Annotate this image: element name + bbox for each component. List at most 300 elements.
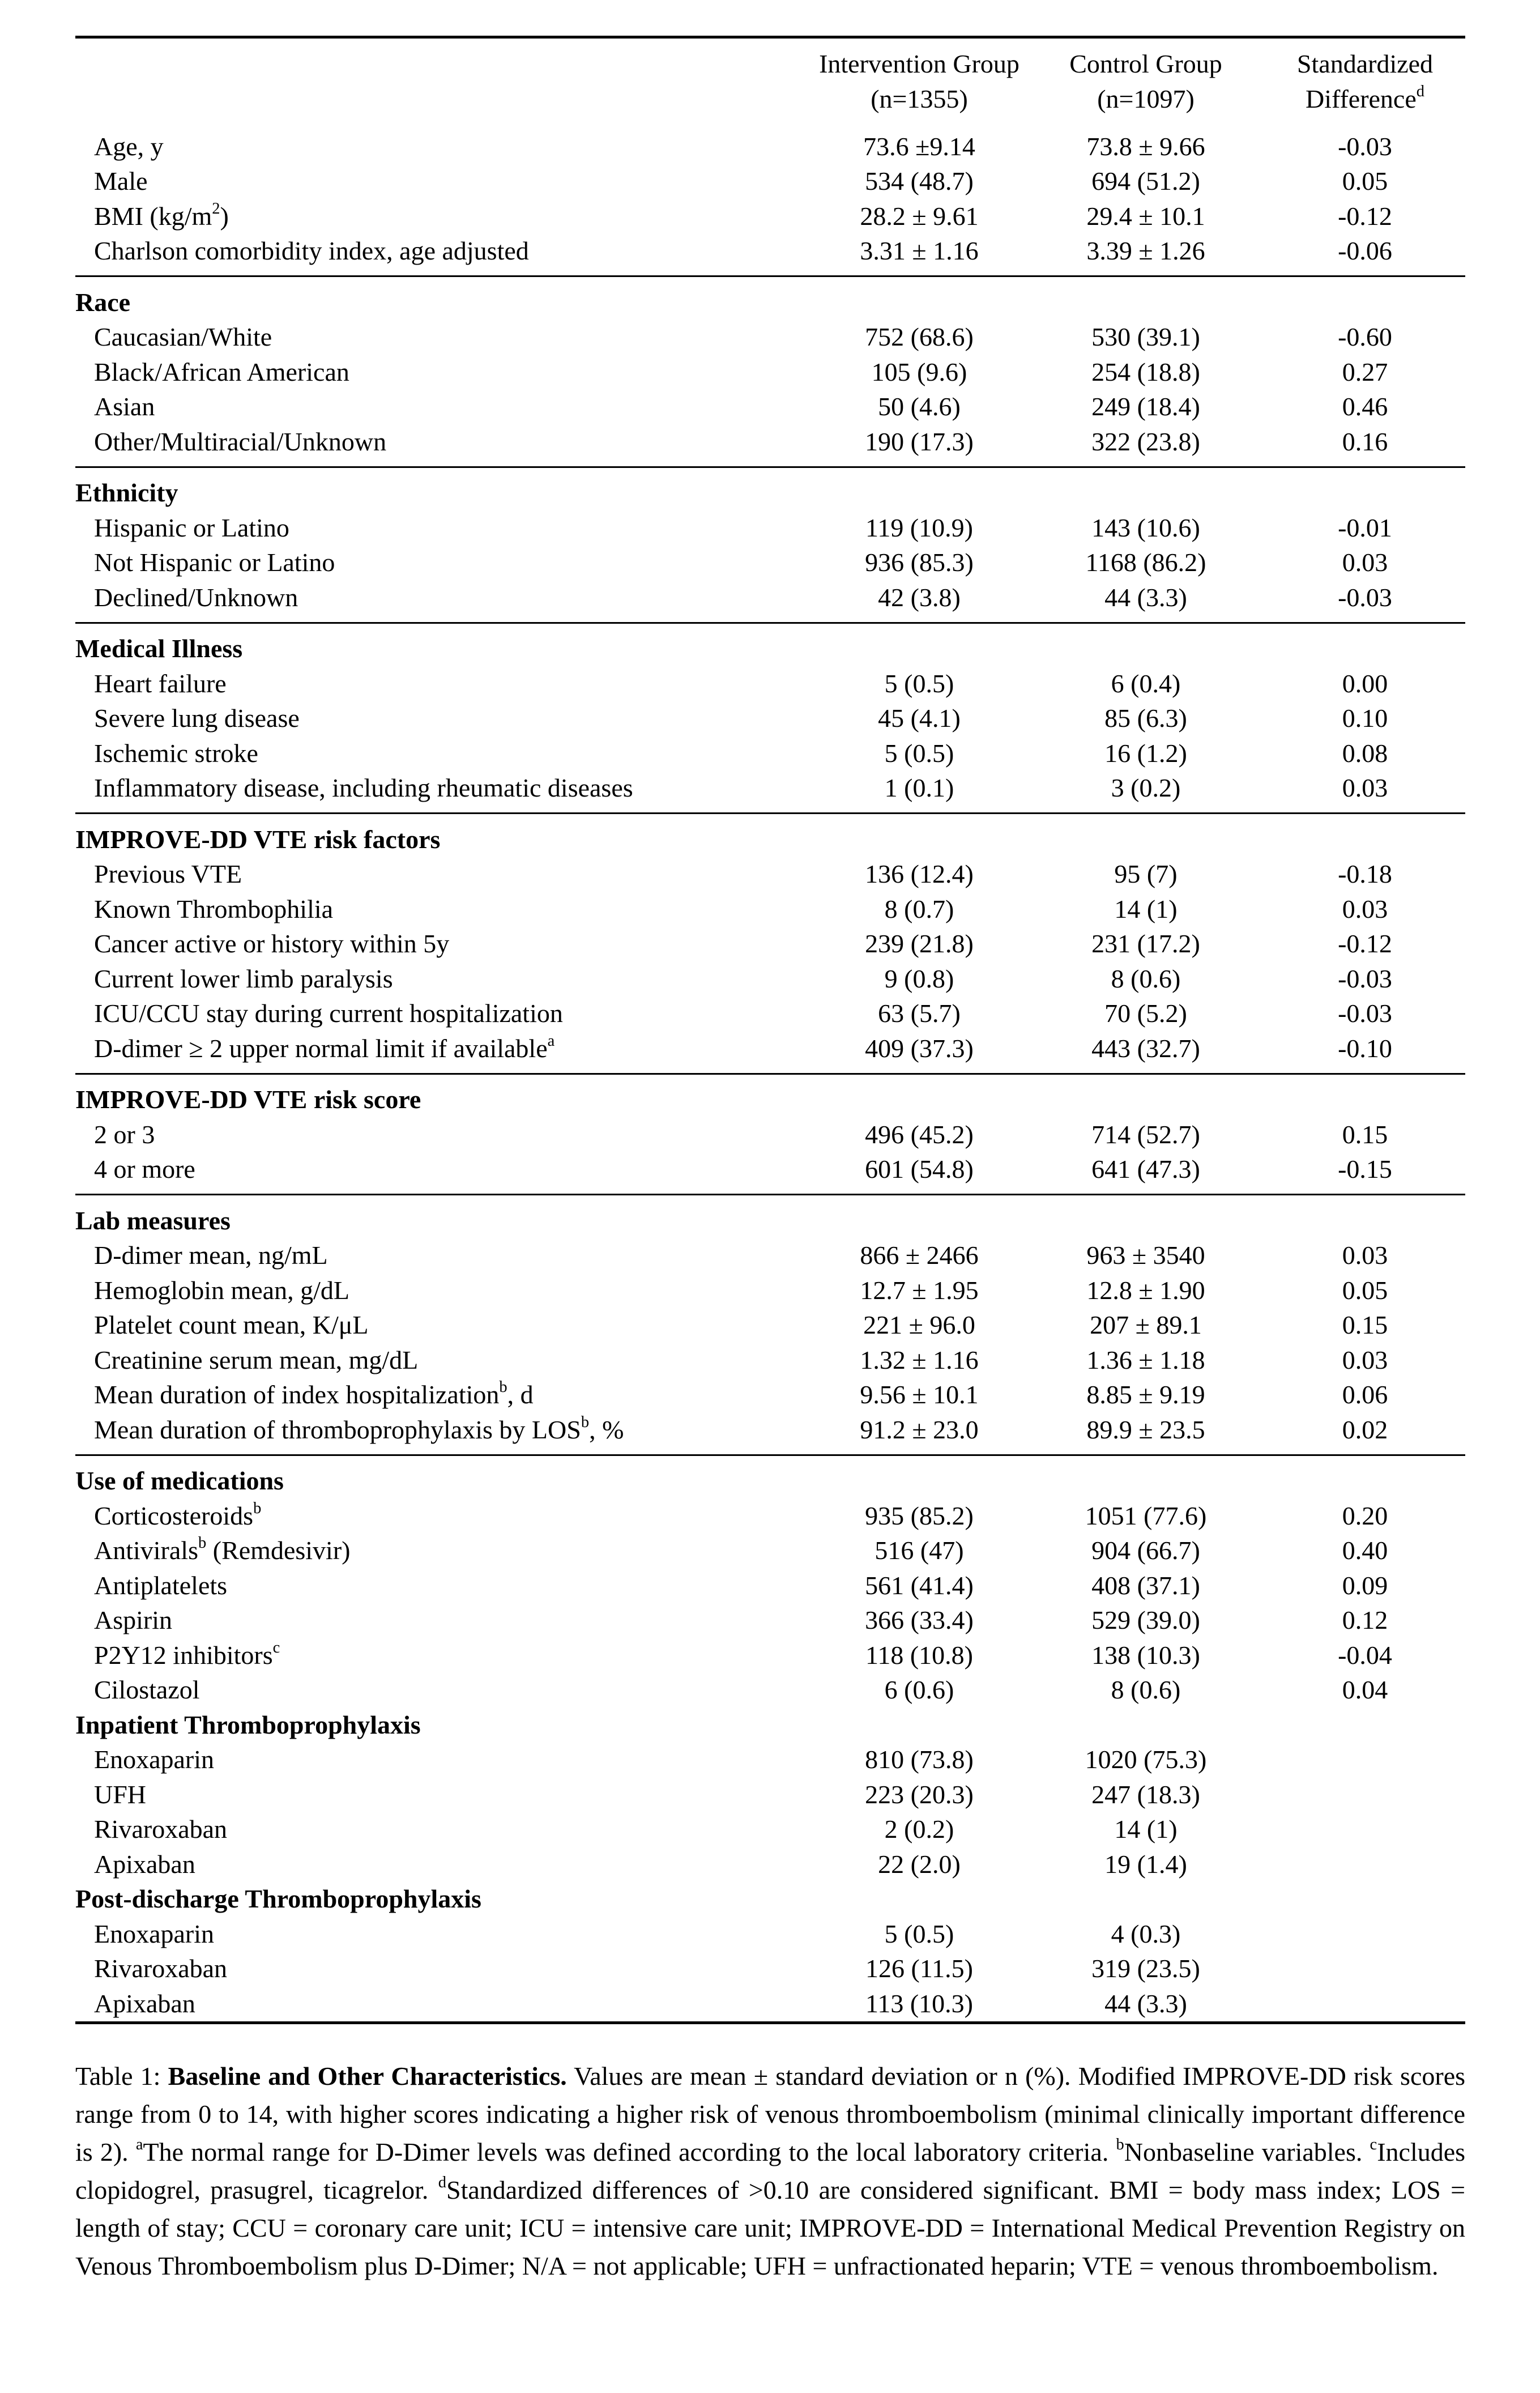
intervention-value: 5 (0.5) bbox=[884, 1919, 954, 1948]
intervention-value: 3.31 ± 1.16 bbox=[860, 236, 979, 266]
control-value: 247 (18.3) bbox=[1091, 1779, 1200, 1809]
empty-cell bbox=[1265, 1882, 1465, 1917]
section-header-row bbox=[75, 467, 1465, 510]
intervention-value: 9.56 ± 10.1 bbox=[860, 1380, 979, 1410]
table-row bbox=[75, 1952, 1465, 1987]
standardized-difference-value: -0.60 bbox=[1338, 322, 1392, 352]
footnote-a: The normal range for D-Dimer levels was defined according to the local laboratory criteria. bbox=[143, 2137, 1109, 2166]
empty-cell bbox=[812, 1455, 1027, 1498]
row-label bbox=[75, 1568, 812, 1603]
row-label bbox=[75, 1498, 812, 1534]
control-value: 143 (10.6) bbox=[1091, 513, 1200, 542]
empty-cell bbox=[1027, 623, 1265, 666]
footnote-marker: 2 bbox=[212, 199, 220, 218]
standardized-difference-value: 0.03 bbox=[1342, 894, 1388, 923]
row-label bbox=[75, 1031, 812, 1074]
footnote-marker-a: a bbox=[135, 2135, 143, 2153]
row-label bbox=[75, 1812, 812, 1847]
row-label-text: Previous VTE bbox=[94, 859, 242, 889]
footnote-marker: a bbox=[547, 1032, 555, 1050]
row-label-text: Aspirin bbox=[94, 1606, 172, 1635]
empty-cell bbox=[1027, 814, 1265, 857]
intervention-value: 2 (0.2) bbox=[884, 1815, 954, 1844]
header-standardized-difference bbox=[1265, 37, 1465, 122]
intervention-value: 28.2 ± 9.61 bbox=[860, 201, 979, 231]
intervention-value: 409 (37.3) bbox=[865, 1033, 974, 1063]
table-row bbox=[75, 701, 1465, 736]
control-value: 70 (5.2) bbox=[1104, 999, 1187, 1028]
table-row bbox=[75, 1986, 1465, 2022]
table-row bbox=[75, 390, 1465, 425]
control-value: 16 (1.2) bbox=[1104, 738, 1187, 768]
footnote-marker-c: c bbox=[1370, 2135, 1377, 2153]
table-row bbox=[75, 1498, 1465, 1534]
row-label-text: Corticosteroids bbox=[94, 1501, 254, 1530]
row-label bbox=[75, 424, 812, 467]
row-label-text: Inflammatory disease, including rheumatic diseases bbox=[94, 773, 633, 803]
control-value: 641 (47.3) bbox=[1091, 1155, 1200, 1184]
intervention-value: 936 (85.3) bbox=[865, 548, 974, 577]
intervention-value: 496 (45.2) bbox=[865, 1119, 974, 1149]
header-control-line2: (n=1097) bbox=[1097, 84, 1195, 113]
caption-title: Baseline and Other Characteristics. bbox=[168, 2061, 567, 2090]
section-header-row bbox=[75, 1195, 1465, 1238]
intervention-value: 866 ± 2466 bbox=[860, 1241, 979, 1270]
control-value: 1168 (86.2) bbox=[1085, 548, 1206, 577]
standardized-difference-value: -0.06 bbox=[1338, 236, 1392, 266]
control-value: 8 (0.6) bbox=[1111, 964, 1181, 993]
standardized-difference-value: -0.15 bbox=[1338, 1155, 1392, 1184]
row-label-text: ICU/CCU stay during current hospitalization bbox=[94, 999, 563, 1028]
table-row bbox=[75, 199, 1465, 234]
row-label bbox=[75, 1412, 812, 1455]
intervention-value: 534 (48.7) bbox=[865, 167, 974, 196]
control-value: 89.9 ± 23.5 bbox=[1086, 1415, 1205, 1444]
standardized-difference-value: -0.12 bbox=[1338, 201, 1392, 231]
standardized-difference-value bbox=[1265, 1812, 1465, 1847]
section-title: Post-discharge Thromboprophylaxis bbox=[75, 1884, 481, 1914]
standardized-difference-value: -0.03 bbox=[1338, 582, 1392, 612]
row-label bbox=[75, 1238, 812, 1274]
section-title: Inpatient Thromboprophylaxis bbox=[75, 1710, 421, 1739]
intervention-value: 1 (0.1) bbox=[884, 773, 954, 803]
table-row bbox=[75, 1638, 1465, 1673]
control-value: 44 (3.3) bbox=[1104, 582, 1187, 612]
footnote-marker: c bbox=[272, 1638, 280, 1657]
empty-cell bbox=[1265, 1074, 1465, 1117]
row-label-text: Heart failure bbox=[94, 668, 227, 698]
standardized-difference-value bbox=[1265, 1847, 1465, 1882]
control-value: 19 (1.4) bbox=[1104, 1849, 1187, 1879]
control-value: 8 (0.6) bbox=[1111, 1675, 1181, 1705]
row-label bbox=[75, 320, 812, 355]
control-value: 322 (23.8) bbox=[1091, 427, 1200, 456]
table-row bbox=[75, 355, 1465, 390]
table-body bbox=[75, 121, 1465, 2022]
control-value: 1051 (77.6) bbox=[1085, 1501, 1207, 1530]
row-label-text: Hemoglobin mean, g/dL bbox=[94, 1275, 349, 1305]
row-label bbox=[75, 1917, 812, 1952]
table-row bbox=[75, 1847, 1465, 1882]
row-label bbox=[75, 1986, 812, 2022]
row-label bbox=[75, 546, 812, 581]
standardized-difference-value: 0.20 bbox=[1342, 1501, 1388, 1530]
control-value: 73.8 ± 9.66 bbox=[1086, 131, 1205, 161]
table-row bbox=[75, 1812, 1465, 1847]
control-value: 8.85 ± 9.19 bbox=[1086, 1380, 1205, 1410]
row-label-text: Antivirals bbox=[94, 1536, 198, 1565]
empty-cell bbox=[812, 276, 1027, 320]
row-label bbox=[75, 1952, 812, 1987]
footnote-marker: b bbox=[581, 1413, 590, 1431]
standardized-difference-value bbox=[1265, 1743, 1465, 1778]
header-control-line1: Control Group bbox=[1069, 49, 1222, 78]
footnote-c: Includes clopidogrel, prasugrel, ticagrelor. bbox=[75, 2137, 1466, 2204]
table-row bbox=[75, 1378, 1465, 1413]
row-label-text: Not Hispanic or Latino bbox=[94, 548, 335, 577]
footnote-marker: b bbox=[253, 1499, 262, 1517]
row-label-text: 4 or more bbox=[94, 1155, 195, 1184]
row-label bbox=[75, 927, 812, 962]
section-title: Ethnicity bbox=[75, 478, 178, 508]
table-row bbox=[75, 961, 1465, 997]
section-header-row bbox=[75, 276, 1465, 320]
control-value: 6 (0.4) bbox=[1111, 668, 1181, 698]
control-value: 14 (1) bbox=[1114, 894, 1178, 923]
row-label-text: Creatinine serum mean, mg/dL bbox=[94, 1345, 419, 1374]
intervention-value: 5 (0.5) bbox=[884, 738, 954, 768]
table-row bbox=[75, 1534, 1465, 1569]
standardized-difference-value: 0.09 bbox=[1342, 1570, 1388, 1600]
section-header-row bbox=[75, 1708, 1465, 1743]
row-label bbox=[75, 1117, 812, 1152]
row-label bbox=[75, 1777, 812, 1812]
standardized-difference-value: 0.06 bbox=[1342, 1380, 1388, 1410]
table-row bbox=[75, 1603, 1465, 1638]
standardized-difference-value: -0.01 bbox=[1338, 513, 1392, 542]
table-row bbox=[75, 927, 1465, 962]
intervention-value: 239 (21.8) bbox=[865, 929, 974, 959]
header-intervention-group bbox=[812, 37, 1027, 122]
row-label bbox=[75, 1308, 812, 1343]
row-label-text: Current lower limb paralysis bbox=[94, 964, 393, 993]
row-label-text: Known Thrombophilia bbox=[94, 894, 334, 923]
standardized-difference-value: 0.05 bbox=[1342, 1275, 1388, 1305]
table-row bbox=[75, 1152, 1465, 1195]
intervention-value: 1.32 ± 1.16 bbox=[860, 1345, 979, 1374]
table-row bbox=[75, 580, 1465, 623]
intervention-value: 105 (9.6) bbox=[871, 357, 967, 386]
row-label-text: Black/African American bbox=[94, 357, 349, 386]
row-label bbox=[75, 1343, 812, 1378]
empty-cell bbox=[812, 623, 1027, 666]
footnote-b: Nonbaseline variables. bbox=[1124, 2137, 1363, 2166]
caption-text: Values are mean ± standard deviation or n (%). Modified IMPROVE-DD risk scores range from 0 to 14, with higher scores indicating a higher risk of venous thromboembolism (minimal clinically important difference is 2). bbox=[75, 2061, 1466, 2166]
row-label bbox=[75, 1534, 812, 1569]
section-header-row bbox=[75, 623, 1465, 666]
standardized-difference-value: 0.03 bbox=[1342, 773, 1388, 803]
table-row bbox=[75, 1273, 1465, 1308]
control-value: 95 (7) bbox=[1114, 859, 1178, 889]
table-row bbox=[75, 121, 1465, 164]
intervention-value: 516 (47) bbox=[874, 1536, 964, 1565]
row-label-text: Caucasian/White bbox=[94, 322, 272, 352]
standardized-difference-value: -0.03 bbox=[1338, 131, 1392, 161]
standardized-difference-value: 0.04 bbox=[1342, 1675, 1388, 1705]
header-label-blank bbox=[75, 37, 812, 122]
empty-cell bbox=[1027, 1708, 1265, 1743]
row-label-text: Declined/Unknown bbox=[94, 582, 298, 612]
intervention-value: 119 (10.9) bbox=[865, 513, 973, 542]
section-header-row bbox=[75, 1074, 1465, 1117]
intervention-value: 5 (0.5) bbox=[884, 668, 954, 698]
empty-cell bbox=[812, 1882, 1027, 1917]
row-label-text: Enoxaparin bbox=[94, 1745, 215, 1774]
standardized-difference-value: 0.46 bbox=[1342, 392, 1388, 421]
row-label bbox=[75, 736, 812, 771]
row-label bbox=[75, 355, 812, 390]
header-stddiff-line1: Standardized bbox=[1296, 49, 1434, 78]
intervention-value: 6 (0.6) bbox=[884, 1675, 954, 1705]
row-label bbox=[75, 510, 812, 546]
row-label bbox=[75, 771, 812, 814]
empty-cell bbox=[1027, 1455, 1265, 1498]
table-row bbox=[75, 424, 1465, 467]
intervention-value: 561 (41.4) bbox=[865, 1570, 974, 1600]
empty-cell bbox=[1265, 1708, 1465, 1743]
table-header-row bbox=[75, 37, 1465, 122]
control-value: 231 (17.2) bbox=[1091, 929, 1200, 959]
row-label bbox=[75, 199, 812, 234]
row-label-text: Age, y bbox=[94, 131, 164, 161]
header-stddiff-line2 bbox=[1265, 82, 1465, 117]
row-label-text: Platelet count mean, K/μL bbox=[94, 1310, 369, 1340]
control-value: 319 (23.5) bbox=[1091, 1954, 1200, 1983]
intervention-value: 113 (10.3) bbox=[865, 1989, 973, 2018]
standardized-difference-value: 0.40 bbox=[1342, 1536, 1388, 1565]
standardized-difference-value: -0.18 bbox=[1338, 859, 1392, 889]
section-header-row bbox=[75, 1455, 1465, 1498]
standardized-difference-value bbox=[1265, 1777, 1465, 1812]
empty-cell bbox=[812, 1074, 1027, 1117]
footnote-marker: b bbox=[499, 1378, 507, 1396]
control-value: 138 (10.3) bbox=[1091, 1640, 1200, 1670]
control-value: 1.36 ± 1.18 bbox=[1086, 1345, 1205, 1374]
table-row bbox=[75, 1031, 1465, 1074]
row-label-text: Mean duration of thromboprophylaxis by LOS bbox=[94, 1415, 581, 1444]
row-label-suffix: , d bbox=[507, 1380, 534, 1410]
table-row bbox=[75, 234, 1465, 276]
intervention-value: 63 (5.7) bbox=[878, 999, 961, 1028]
intervention-value: 50 (4.6) bbox=[878, 392, 961, 421]
empty-cell bbox=[1027, 1074, 1265, 1117]
control-value: 4 (0.3) bbox=[1111, 1919, 1181, 1948]
empty-cell bbox=[1027, 1882, 1265, 1917]
control-value: 963 ± 3540 bbox=[1086, 1241, 1205, 1270]
intervention-value: 752 (68.6) bbox=[865, 322, 974, 352]
row-label bbox=[75, 892, 812, 927]
empty-cell bbox=[1265, 467, 1465, 510]
empty-cell bbox=[1027, 1195, 1265, 1238]
standardized-difference-value bbox=[1265, 1952, 1465, 1987]
intervention-value: 366 (33.4) bbox=[865, 1606, 974, 1635]
row-label-text: Cancer active or history within 5y bbox=[94, 929, 450, 959]
table-caption bbox=[75, 2057, 1465, 2285]
row-label bbox=[75, 580, 812, 623]
intervention-value: 73.6 ±9.14 bbox=[863, 131, 975, 161]
document-page bbox=[75, 36, 1465, 2285]
table-row bbox=[75, 666, 1465, 701]
table-row bbox=[75, 771, 1465, 814]
table-row bbox=[75, 1238, 1465, 1274]
standardized-difference-value bbox=[1265, 1917, 1465, 1952]
row-label-text: Ischemic stroke bbox=[94, 738, 258, 768]
row-label bbox=[75, 666, 812, 701]
footnote-marker: b bbox=[198, 1534, 207, 1552]
row-label-text: Enoxaparin bbox=[94, 1919, 215, 1948]
standardized-difference-value: 0.03 bbox=[1342, 548, 1388, 577]
empty-cell bbox=[1265, 814, 1465, 857]
row-label-text: Hispanic or Latino bbox=[94, 513, 289, 542]
standardized-difference-value: 0.05 bbox=[1342, 167, 1388, 196]
row-label-text: UFH bbox=[94, 1779, 147, 1809]
table-row bbox=[75, 736, 1465, 771]
control-value: 443 (32.7) bbox=[1091, 1033, 1200, 1063]
control-value: 14 (1) bbox=[1114, 1815, 1178, 1844]
standardized-difference-value: 0.10 bbox=[1342, 704, 1388, 733]
intervention-value: 22 (2.0) bbox=[878, 1849, 961, 1879]
table-row bbox=[75, 510, 1465, 546]
standardized-difference-value: 0.08 bbox=[1342, 738, 1388, 768]
table-row bbox=[75, 546, 1465, 581]
row-label bbox=[75, 1673, 812, 1708]
table-row bbox=[75, 997, 1465, 1032]
table-row bbox=[75, 857, 1465, 892]
table-row bbox=[75, 1917, 1465, 1952]
empty-cell bbox=[812, 467, 1027, 510]
empty-cell bbox=[1027, 467, 1265, 510]
standardized-difference-value: -0.12 bbox=[1338, 929, 1392, 959]
intervention-value: 118 (10.8) bbox=[865, 1640, 973, 1670]
row-label bbox=[75, 1638, 812, 1673]
header-intervention-line2: (n=1355) bbox=[871, 84, 968, 113]
footnote-d: Standardized differences of >0.10 are considered significant. BMI = body mass index; LOS = length of stay; CCU = coronary care unit; ICU = intensive care unit; IMPROVE-DD = International Medical Prevention Registry on Venous Thromboembolism plus D-Dimer; N/A = not applicable; UFH = unfractionated heparin; VTE = venous thromboembolism. bbox=[75, 2175, 1466, 2280]
standardized-difference-value: -0.03 bbox=[1338, 964, 1392, 993]
header-intervention-line1: Intervention Group bbox=[819, 49, 1019, 78]
standardized-difference-value: 0.12 bbox=[1342, 1606, 1388, 1635]
standardized-difference-value: 0.03 bbox=[1342, 1345, 1388, 1374]
control-value: 207 ± 89.1 bbox=[1090, 1310, 1202, 1340]
intervention-value: 190 (17.3) bbox=[865, 427, 974, 456]
intervention-value: 42 (3.8) bbox=[878, 582, 961, 612]
standardized-difference-value: -0.03 bbox=[1338, 999, 1392, 1028]
section-title: Lab measures bbox=[75, 1206, 231, 1235]
row-label-text: D-dimer ≥ 2 upper normal limit if available bbox=[94, 1033, 548, 1063]
section-title: IMPROVE-DD VTE risk score bbox=[75, 1085, 421, 1114]
table-row bbox=[75, 320, 1465, 355]
intervention-value: 91.2 ± 23.0 bbox=[860, 1415, 979, 1444]
table-row bbox=[75, 164, 1465, 199]
empty-cell bbox=[1265, 1455, 1465, 1498]
control-value: 3.39 ± 1.26 bbox=[1086, 236, 1205, 266]
intervention-value: 45 (4.1) bbox=[878, 704, 961, 733]
empty-cell bbox=[1265, 623, 1465, 666]
row-label-text: Apixaban bbox=[94, 1849, 195, 1879]
table-row bbox=[75, 1673, 1465, 1708]
row-label-text: Rivaroxaban bbox=[94, 1815, 228, 1844]
row-label bbox=[75, 390, 812, 425]
row-label bbox=[75, 1603, 812, 1638]
row-label-text: Asian bbox=[94, 392, 155, 421]
row-label bbox=[75, 1743, 812, 1778]
row-label-text: Charlson comorbidity index, age adjusted bbox=[94, 236, 529, 266]
row-label-text: Cilostazol bbox=[94, 1675, 200, 1705]
intervention-value: 223 (20.3) bbox=[865, 1779, 974, 1809]
control-value: 904 (66.7) bbox=[1091, 1536, 1200, 1565]
row-label bbox=[75, 1378, 812, 1413]
intervention-value: 810 (73.8) bbox=[865, 1745, 974, 1774]
row-label bbox=[75, 121, 812, 164]
table-row bbox=[75, 892, 1465, 927]
row-label bbox=[75, 1152, 812, 1195]
row-label-suffix: (Remdesivir) bbox=[206, 1536, 351, 1565]
control-value: 249 (18.4) bbox=[1091, 392, 1200, 421]
intervention-value: 8 (0.7) bbox=[884, 894, 954, 923]
row-label bbox=[75, 164, 812, 199]
standardized-difference-value: -0.04 bbox=[1338, 1640, 1392, 1670]
control-value: 29.4 ± 10.1 bbox=[1086, 201, 1205, 231]
row-label bbox=[75, 234, 812, 276]
intervention-value: 12.7 ± 1.95 bbox=[860, 1275, 979, 1305]
caption-label: Table 1: bbox=[75, 2061, 161, 2090]
baseline-characteristics-table bbox=[75, 36, 1465, 2024]
intervention-value: 221 ± 96.0 bbox=[863, 1310, 975, 1340]
standardized-difference-value: 0.15 bbox=[1342, 1119, 1388, 1149]
row-label-text: Apixaban bbox=[94, 1989, 195, 2018]
intervention-value: 9 (0.8) bbox=[884, 964, 954, 993]
table-row bbox=[75, 1412, 1465, 1455]
row-label-text: Severe lung disease bbox=[94, 704, 300, 733]
control-value: 85 (6.3) bbox=[1104, 704, 1187, 733]
row-label-text: BMI (kg/m bbox=[94, 201, 212, 231]
empty-cell bbox=[812, 1708, 1027, 1743]
control-value: 1020 (75.3) bbox=[1085, 1745, 1207, 1774]
intervention-value: 601 (54.8) bbox=[865, 1155, 974, 1184]
empty-cell bbox=[812, 1195, 1027, 1238]
control-value: 529 (39.0) bbox=[1091, 1606, 1200, 1635]
control-value: 694 (51.2) bbox=[1091, 167, 1200, 196]
footnote-marker-d: d bbox=[438, 2173, 447, 2191]
row-label bbox=[75, 1273, 812, 1308]
row-label-text: Rivaroxaban bbox=[94, 1954, 228, 1983]
control-value: 3 (0.2) bbox=[1111, 773, 1181, 803]
standardized-difference-value: 0.00 bbox=[1342, 668, 1388, 698]
section-title: IMPROVE-DD VTE risk factors bbox=[75, 824, 441, 854]
table-row bbox=[75, 1743, 1465, 1778]
section-header-row bbox=[75, 1882, 1465, 1917]
row-label-text: Mean duration of index hospitalization bbox=[94, 1380, 500, 1410]
standardized-difference-value: 0.16 bbox=[1342, 427, 1388, 456]
table-row bbox=[75, 1777, 1465, 1812]
control-value: 408 (37.1) bbox=[1091, 1570, 1200, 1600]
control-value: 254 (18.8) bbox=[1091, 357, 1200, 386]
control-value: 12.8 ± 1.90 bbox=[1086, 1275, 1205, 1305]
row-label-text: Antiplatelets bbox=[94, 1570, 228, 1600]
empty-cell bbox=[1265, 1195, 1465, 1238]
control-value: 530 (39.1) bbox=[1091, 322, 1200, 352]
standardized-difference-value: 0.02 bbox=[1342, 1415, 1388, 1444]
header-stddiff-text: Difference bbox=[1305, 84, 1417, 113]
